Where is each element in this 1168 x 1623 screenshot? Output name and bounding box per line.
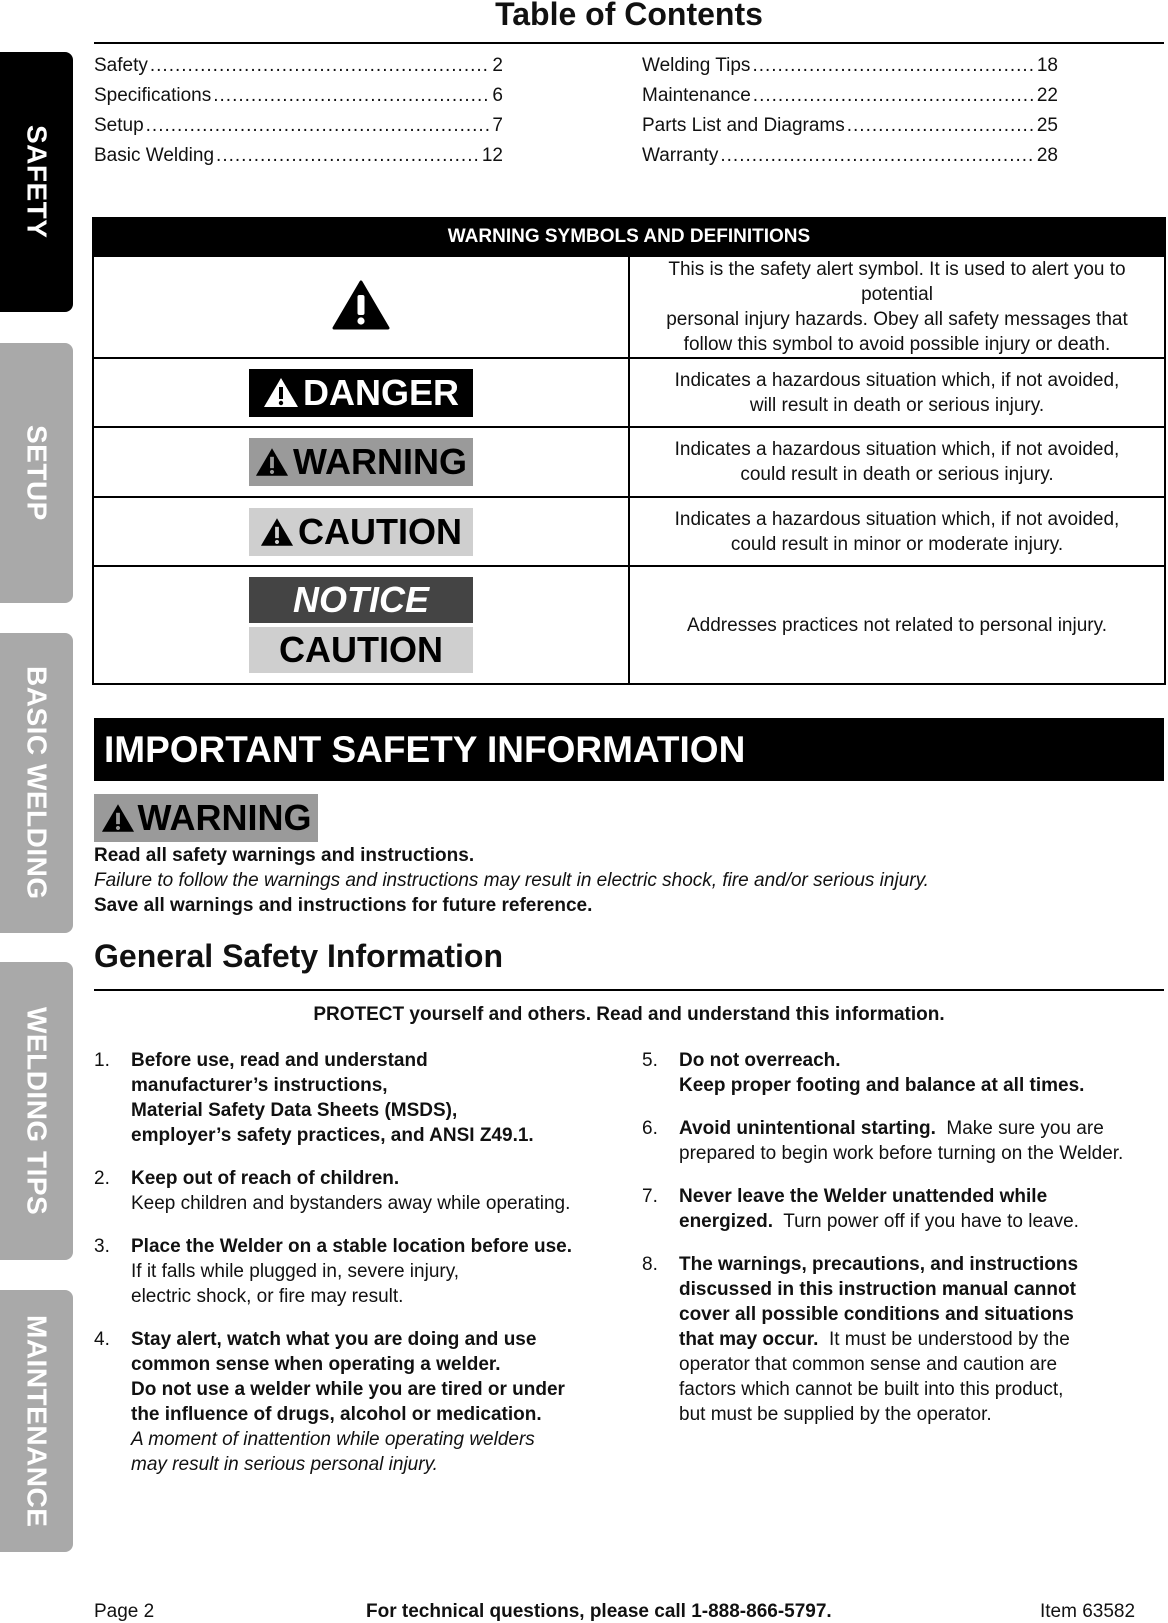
safety-list-item	[642, 1184, 1167, 1234]
list-item-number: 7.	[642, 1186, 658, 1207]
intro-save: Save all warnings and instructions for future reference.	[94, 895, 593, 916]
alert-triangle-icon	[260, 517, 294, 547]
definition-safety-alert: This is the safety alert symbol. It is used to alert you to potential personal injury hazards. Obey all safety messages that follow this symbol to avoid possible injury or death.	[629, 256, 1165, 358]
warning-label: WARNING	[249, 438, 473, 486]
toc-label: Specifications	[94, 85, 212, 106]
toc-right-column	[642, 51, 1058, 171]
list-item-line: Stay alert, watch what you are doing and use	[131, 1329, 537, 1350]
definition-danger: Indicates a hazardous situation which, if not avoided, will result in death or serious injury.	[629, 358, 1165, 427]
list-item-line: that may occur. It must be understood by the	[679, 1329, 1070, 1350]
toc-entry-warranty[interactable]	[642, 141, 1058, 171]
side-tab-label: BASIC WELDING	[21, 666, 53, 900]
toc-page: 12	[481, 145, 503, 166]
list-item-line: If it falls while plugged in, severe injury,	[131, 1261, 460, 1282]
list-item-line: but must be supplied by the operator.	[679, 1404, 992, 1425]
safety-list-item	[94, 1327, 624, 1477]
warning-table-header: WARNING SYMBOLS AND DEFINITIONS	[93, 218, 1165, 256]
alert-triangle-icon	[255, 447, 289, 477]
list-item-line: manufacturer’s instructions,	[131, 1075, 388, 1096]
toc-label: Warranty	[642, 145, 719, 166]
side-tab-welding-tips[interactable]	[0, 962, 73, 1260]
toc-page: 7	[492, 115, 503, 136]
safety-list-item	[642, 1252, 1167, 1427]
safety-list-item	[642, 1048, 1167, 1098]
toc-entry-specifications[interactable]	[94, 81, 503, 111]
side-tab-label: WELDING TIPS	[21, 1006, 53, 1216]
list-item-line: cover all possible conditions and situations	[679, 1304, 1074, 1325]
toc-entry-maintenance[interactable]	[642, 81, 1058, 111]
toc-page: 22	[1036, 85, 1058, 106]
toc-label: Basic Welding	[94, 145, 215, 166]
list-item-line: common sense when operating a welder.	[131, 1354, 501, 1375]
toc-page: 6	[492, 85, 503, 106]
general-safety-title: General Safety Information	[94, 938, 503, 974]
warning-label: WARNING	[94, 794, 318, 842]
list-item-line: Do not overreach.	[679, 1050, 841, 1071]
list-item-number: 4.	[94, 1329, 110, 1350]
list-item-line: Do not use a welder while you are tired or under	[131, 1379, 565, 1400]
list-item-line: Material Safety Data Sheets (MSDS),	[131, 1100, 458, 1121]
list-item-line: prepared to begin work before turning on the Welder.	[679, 1143, 1124, 1164]
list-item-line: Avoid unintentional starting. Make sure you are	[679, 1118, 1104, 1139]
side-tab-label: SAFETY	[21, 125, 53, 239]
toc-entry-basic-welding[interactable]	[94, 141, 503, 171]
definition-warning: Indicates a hazardous situation which, if not avoided, could result in death or serious injury.	[629, 427, 1165, 497]
toc-entry-welding-tips[interactable]	[642, 51, 1058, 81]
list-item-number: 3.	[94, 1236, 110, 1257]
toc-label: Safety	[94, 55, 148, 76]
side-tab-label: MAINTENANCE	[21, 1314, 53, 1528]
list-item-line: Keep proper footing and balance at all times.	[679, 1075, 1085, 1096]
list-item-line: employer’s safety practices, and ANSI Z49.1.	[131, 1125, 534, 1146]
important-safety-title: IMPORTANT SAFETY INFORMATION	[104, 728, 746, 770]
list-item-number: 1.	[94, 1050, 110, 1071]
caution-notice-label: CAUTION	[249, 627, 473, 673]
alert-triangle-icon	[101, 803, 135, 833]
toc-page: 28	[1036, 145, 1058, 166]
footer-page: Page 2	[94, 1601, 155, 1622]
list-item-line: The warnings, precautions, and instructions	[679, 1254, 1079, 1275]
safety-list-item	[94, 1166, 624, 1216]
list-item-number: 8.	[642, 1254, 658, 1275]
footer-item: Item 63582	[1040, 1601, 1136, 1622]
warning-symbols-table	[92, 217, 1166, 685]
toc-page: 18	[1036, 55, 1058, 76]
list-item-line: energized. Turn power off if you have to leave.	[679, 1211, 1079, 1232]
list-item-line: A moment of inattention while operating welders	[131, 1429, 535, 1450]
list-item-line: Place the Welder on a stable location before use.	[131, 1236, 572, 1257]
toc-label: Setup	[94, 115, 144, 136]
general-safety-rule	[94, 989, 1164, 991]
notice-label: NOTICE	[249, 577, 473, 623]
side-tab-maintenance[interactable]	[0, 1290, 73, 1552]
list-item-line: Never leave the Welder unattended while	[679, 1186, 1048, 1207]
footer-phone: For technical questions, please call 1-888-866-5797.	[366, 1601, 832, 1622]
side-tab-basic-welding[interactable]	[0, 633, 73, 933]
safety-list-item	[642, 1116, 1167, 1166]
safety-intro	[94, 843, 929, 918]
list-item-line: factors which cannot be built into this product,	[679, 1379, 1064, 1400]
toc-left-column	[94, 51, 503, 171]
safety-list-item	[94, 1234, 624, 1309]
list-item-number: 2.	[94, 1168, 110, 1189]
toc-entry-setup[interactable]	[94, 111, 503, 141]
toc-entry-parts-list[interactable]	[642, 111, 1058, 141]
danger-label: DANGER	[249, 369, 473, 417]
side-tab-label: SETUP	[21, 425, 53, 521]
toc-title: Table of Contents	[495, 0, 763, 32]
toc-page: 2	[492, 55, 503, 76]
list-item-line: Keep out of reach of children.	[131, 1168, 400, 1189]
list-item-line: discussed in this instruction manual cannot	[679, 1279, 1076, 1300]
intro-read-all: Read all safety warnings and instructions.	[94, 845, 475, 866]
side-tab-safety[interactable]	[0, 52, 73, 312]
toc-rule	[94, 42, 1164, 44]
definition-notice: Addresses practices not related to personal injury.	[629, 566, 1165, 684]
list-item-line: Before use, read and understand	[131, 1050, 428, 1071]
intro-failure: Failure to follow the warnings and instructions may result in electric shock, fire and/or serious injury.	[94, 870, 929, 891]
protect-notice: PROTECT yourself and others. Read and understand this information.	[313, 1004, 945, 1025]
list-item-line: operator that common sense and caution are	[679, 1354, 1058, 1375]
safety-alert-icon	[332, 280, 390, 330]
toc-label: Maintenance	[642, 85, 751, 106]
list-item-line: Keep children and bystanders away while operating.	[131, 1193, 571, 1214]
list-item-number: 5.	[642, 1050, 658, 1071]
safety-list-left	[94, 1048, 624, 1495]
list-item-line: may result in serious personal injury.	[131, 1454, 438, 1475]
important-safety-banner	[94, 718, 1164, 781]
toc-page: 25	[1036, 115, 1058, 136]
list-item-line: electric shock, or fire may result.	[131, 1286, 404, 1307]
alert-triangle-icon	[263, 377, 299, 408]
definition-caution: Indicates a hazardous situation which, if not avoided, could result in minor or moderate injury.	[629, 497, 1165, 566]
safety-list-item	[94, 1048, 624, 1148]
list-item-number: 6.	[642, 1118, 658, 1139]
side-tab-setup[interactable]	[0, 343, 73, 603]
safety-list-right	[642, 1048, 1167, 1445]
list-item-line: the influence of drugs, alcohol or medication.	[131, 1404, 542, 1425]
toc-entry-safety[interactable]	[94, 51, 503, 81]
caution-label: CAUTION	[249, 508, 473, 556]
toc-label: Welding Tips	[642, 55, 751, 76]
toc-label: Parts List and Diagrams	[642, 115, 845, 136]
